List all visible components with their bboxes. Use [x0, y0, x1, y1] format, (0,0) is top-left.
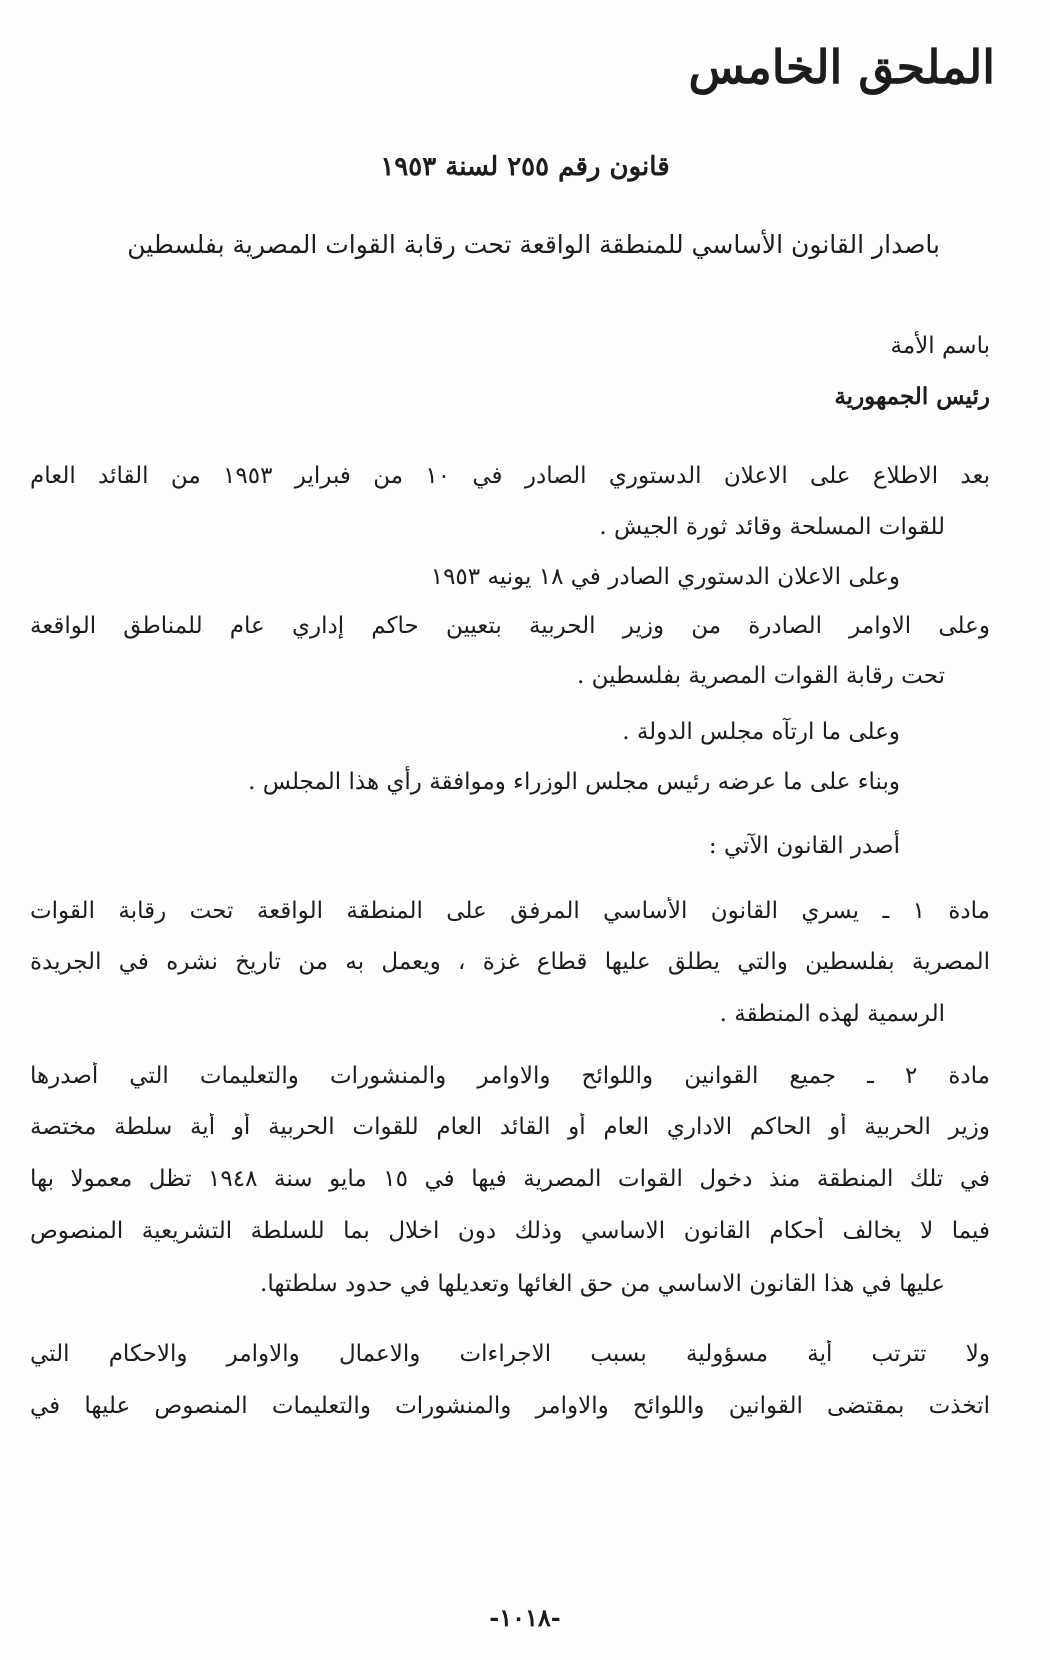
preamble-line: للقوات المسلحة وقائد ثورة الجيش . [599, 514, 945, 540]
preamble-line: بعد الاطلاع على الاعلان الدستوري الصادر في ١٠ من فبراير ١٩٥٣ من القائد العام [30, 463, 990, 489]
article-2-line: مادة ٢ ـ جميع القوانين واللوائح والاوامر والمنشورات والتعليمات التي أصدرها [30, 1063, 990, 1089]
paragraph-3-line: اتخذت بمقتضى القوانين واللوائح والاوامر والمنشورات والتعليمات المنصوص عليها في [30, 1393, 990, 1419]
law-subtitle: باصدار القانون الأساسي للمنطقة الواقعة تحت رقابة القوات المصرية بفلسطين [127, 230, 940, 259]
page-number: -١٠١٨- [489, 1603, 561, 1632]
article-2-line: عليها في هذا القانون الاساسي من حق الغائها وتعديلها في حدود سلطتها. [260, 1271, 945, 1297]
article-1-line: الرسمية لهذه المنطقة . [719, 1001, 945, 1027]
article-1-line: المصرية بفلسطين والتي يطلق عليها قطاع غزة ، ويعمل به من تاريخ نشره في الجريدة [30, 949, 990, 975]
annex-title: الملحق الخامس [688, 40, 995, 94]
preamble-line: وعلى ما ارتآه مجلس الدولة . [622, 719, 900, 745]
law-title: قانون رقم ٢٥٥ لسنة ١٩٥٣ [380, 152, 670, 182]
paragraph-3-line: ولا تترتب أية مسؤولية بسبب الاجراءات والاعمال والاوامر والاحكام التي [30, 1341, 990, 1367]
enactment-clause: أصدر القانون الآتي : [708, 833, 900, 859]
article-2-line: فيما لا يخالف أحكام القانون الاساسي وذلك دون اخلال بما للسلطة التشريعية المنصوص [30, 1218, 990, 1244]
preamble-line: وبناء على ما عرضه رئيس مجلس الوزراء وموافقة رأي هذا المجلس . [248, 769, 900, 795]
preamble-line: وعلى الاعلان الدستوري الصادر في ١٨ يونيه ١٩٥٣ [430, 564, 900, 590]
preamble-line: وعلى الاوامر الصادرة من وزير الحربية بتعيين حاكم إداري عام للمناطق الواقعة [30, 613, 990, 639]
preamble-issuer: رئيس الجمهورية [834, 383, 990, 410]
article-2-line: في تلك المنطقة منذ دخول القوات المصرية فيها في ١٥ مايو سنة ١٩٤٨ تظل معمولا بها [30, 1166, 990, 1192]
article-2-line: وزير الحربية أو الحاكم الاداري العام أو القائد العام للقوات الحربية أو أية سلطة مختصة [30, 1114, 990, 1140]
preamble-line: تحت رقابة القوات المصرية بفلسطين . [576, 663, 945, 689]
preamble-in-name-of: باسم الأمة [890, 333, 990, 359]
article-1-line: مادة ١ ـ يسري القانون الأساسي المرفق على المنطقة الواقعة تحت رقابة القوات [30, 898, 990, 924]
